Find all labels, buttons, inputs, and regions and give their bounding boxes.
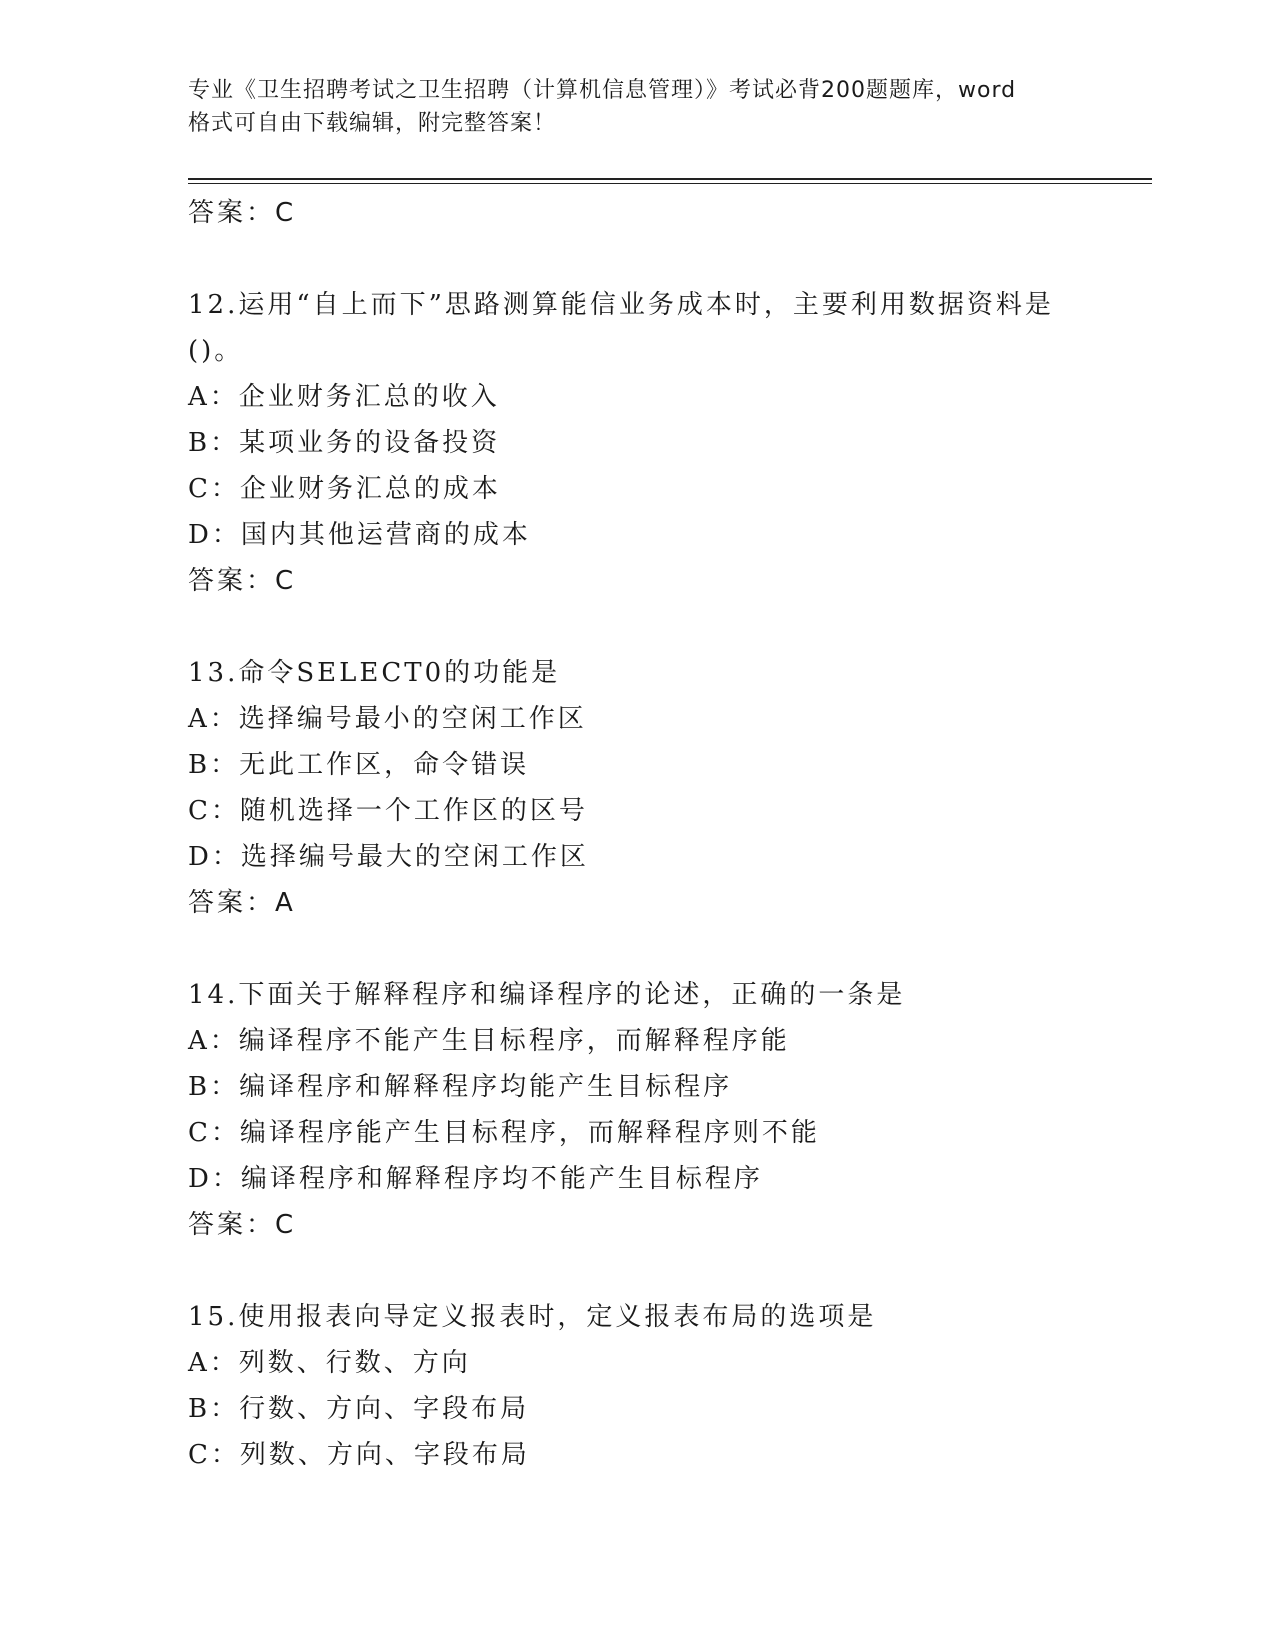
- question-stem: 14.下面关于解释程序和编译程序的论述，正确的一条是: [188, 980, 906, 1010]
- option-d: D：国内其他运营商的成本: [188, 520, 531, 550]
- option-a: A：选择编号最小的空闲工作区: [188, 704, 587, 734]
- question-stem: 12.运用“自上而下”思路测算能信业务成本时，主要利用数据资料是: [188, 290, 1054, 320]
- option-b: B：无此工作区，命令错误: [188, 750, 530, 780]
- option-c: C：企业财务汇总的成本: [188, 474, 501, 504]
- answer-line: 答案：C: [188, 1210, 297, 1240]
- option-b: B：行数、方向、字段布局: [188, 1394, 530, 1424]
- option-b: B：某项业务的设备投资: [188, 428, 501, 458]
- question-block: [188, 650, 1148, 926]
- document-header: [188, 74, 1088, 140]
- option-c: C：列数、方向、字段布局: [188, 1440, 530, 1470]
- question-stem-continued: ()。: [188, 336, 244, 366]
- question-stem: 15.使用报表向导定义报表时，定义报表布局的选项是: [188, 1302, 877, 1332]
- option-a: A：列数、行数、方向: [188, 1348, 471, 1378]
- question-stem: 13.命令SELECT0的功能是: [188, 658, 561, 688]
- question-list: [188, 190, 1148, 1478]
- option-b: B：编译程序和解释程序均能产生目标程序: [188, 1072, 733, 1102]
- option-d: D：选择编号最大的空闲工作区: [188, 842, 589, 872]
- question-block: [188, 972, 1148, 1248]
- option-d: D：编译程序和解释程序均不能产生目标程序: [188, 1164, 763, 1194]
- spacer: [188, 236, 1148, 282]
- option-a: A：企业财务汇总的收入: [188, 382, 500, 412]
- spacer: [188, 604, 1148, 650]
- option-a: A：编译程序不能产生目标程序，而解释程序能: [188, 1026, 790, 1056]
- header-line-1: 专业《卫生招聘考试之卫生招聘（计算机信息管理）》考试必背200题题库，word: [188, 78, 1017, 103]
- answer-line: 答案：C: [188, 566, 297, 596]
- spacer: [188, 926, 1148, 972]
- answer-line: 答案：A: [188, 888, 296, 918]
- option-c: C：编译程序能产生目标程序，而解释程序则不能: [188, 1118, 820, 1148]
- header-rule-thin: [188, 183, 1152, 184]
- header-line-2: 格式可自由下载编辑，附完整答案！: [188, 111, 557, 136]
- previous-answer: 答案：C: [188, 198, 297, 228]
- header-rule-thick: [188, 178, 1152, 180]
- question-block: [188, 1294, 1148, 1478]
- spacer: [188, 1248, 1148, 1294]
- question-block: [188, 282, 1148, 604]
- option-c: C：随机选择一个工作区的区号: [188, 796, 588, 826]
